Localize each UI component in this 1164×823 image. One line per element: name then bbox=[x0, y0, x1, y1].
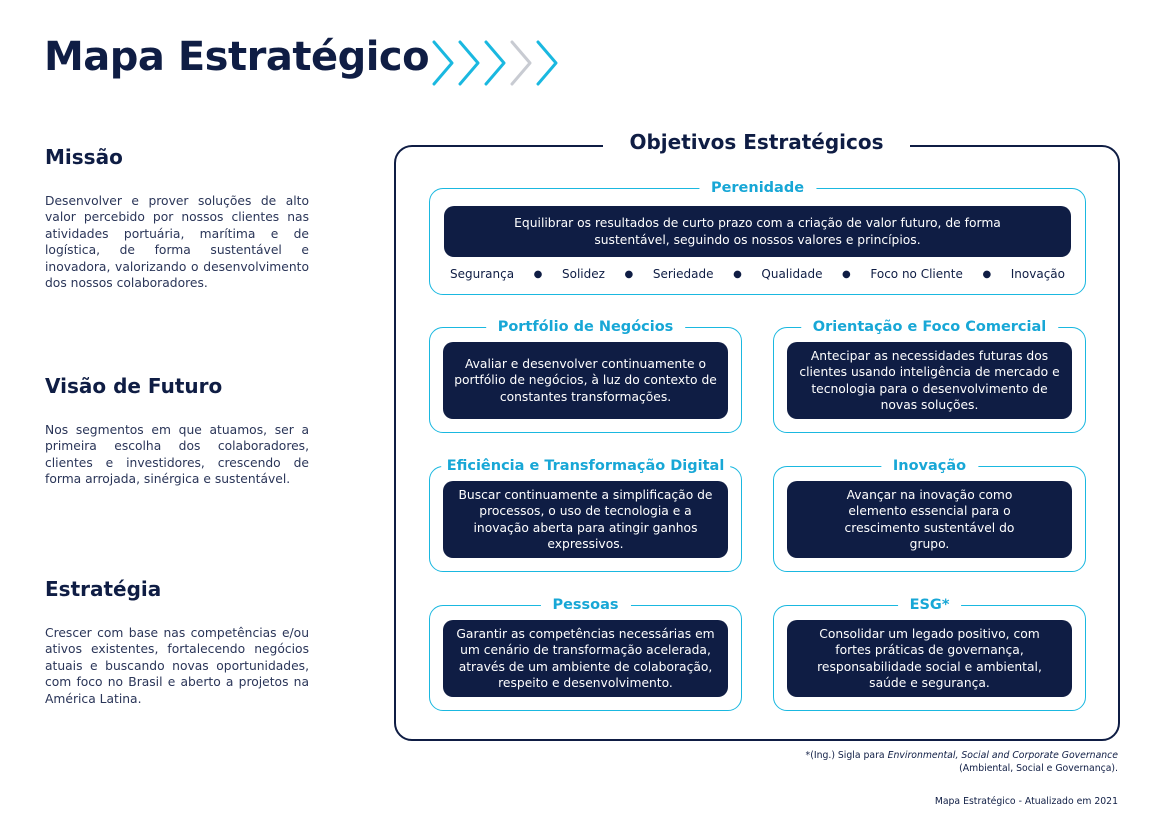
objective-eficiencia-text: Buscar continuamente a simplificação de processos, o uso de tecnologia e a inovação aberta para atingir ganhos expressivos. bbox=[443, 481, 728, 558]
chevron-1 bbox=[434, 42, 452, 84]
page-title: Mapa Estratégico bbox=[44, 34, 430, 80]
value-item: Inovação bbox=[1010, 267, 1065, 281]
objective-esg-label: ESG* bbox=[898, 594, 962, 616]
objective-eficiencia bbox=[429, 458, 742, 572]
vision-heading: Visão de Futuro bbox=[45, 374, 223, 398]
bullet-dot-icon: ● bbox=[982, 268, 992, 280]
objective-pessoas-label: Pessoas bbox=[540, 594, 630, 616]
bullet-dot-icon: ● bbox=[624, 268, 634, 280]
objective-inovacao-text: Avançar na inovação como elemento essencial para o crescimento sustentável do grupo. bbox=[787, 481, 1072, 558]
objective-esg bbox=[773, 597, 1086, 711]
objective-perenidade bbox=[429, 180, 1086, 295]
bullet-dot-icon: ● bbox=[533, 268, 543, 280]
mission-heading: Missão bbox=[45, 145, 123, 169]
chevron-arrows-icon bbox=[432, 40, 564, 86]
objective-orientacao-text: Antecipar as necessidades futuras dos clientes usando inteligência de mercado e tecnologia para o desenvolvimento de novas soluções. bbox=[787, 342, 1072, 419]
bullet-dot-icon: ● bbox=[842, 268, 851, 280]
objective-perenidade-text: Equilibrar os resultados de curto prazo com a criação de valor futuro, de forma sustentável, seguindo os nossos valores e princípios. bbox=[444, 206, 1071, 257]
strategy-section bbox=[45, 577, 309, 707]
footnote-translation: (Ambiental, Social e Governança). bbox=[959, 763, 1118, 774]
chevron-5 bbox=[538, 42, 556, 84]
objectives-title: Objetivos Estratégicos bbox=[603, 130, 910, 154]
objective-pessoas bbox=[429, 597, 742, 711]
chevron-2 bbox=[460, 42, 478, 84]
value-item: Qualidade bbox=[761, 267, 823, 281]
page-footer: Mapa Estratégico - Atualizado em 2021 bbox=[934, 796, 1118, 807]
strategy-heading: Estratégia bbox=[45, 577, 162, 601]
footnote bbox=[806, 749, 1118, 775]
vision-text: Nos segmentos em que atuamos, ser a primeira escolha dos colaboradores, clientes e investidores, crescendo de forma arrojada, sinérgica e sustentável. bbox=[45, 423, 309, 487]
objective-portfolio bbox=[429, 319, 742, 433]
value-item: Seriedade bbox=[652, 267, 714, 281]
objective-pessoas-text: Garantir as competências necessárias em um cenário de transformação acelerada, através de um ambiente de colaboração, respeito e desenvolvimento. bbox=[443, 620, 728, 697]
mission-text: Desenvolver e prover soluções de alto valor percebido por nossos clientes nas atividades portuária, marítima e de logística, de forma sustentável e inovadora, valorizando o desenvolvimento dos nossos colaboradores. bbox=[45, 194, 309, 291]
objective-perenidade-label: Perenidade bbox=[699, 177, 816, 199]
footnote-prefix: *(Ing.) Sigla para bbox=[805, 750, 888, 761]
mission-section bbox=[45, 145, 309, 291]
objective-inovacao-label: Inovação bbox=[881, 455, 978, 477]
value-item: Segurança bbox=[450, 267, 515, 281]
bullet-dot-icon: ● bbox=[733, 268, 742, 280]
vision-section bbox=[45, 374, 309, 488]
chevron-3 bbox=[486, 42, 504, 84]
objective-orientacao bbox=[773, 319, 1086, 433]
objective-portfolio-label: Portfólio de Negócios bbox=[486, 316, 686, 338]
value-item: Solidez bbox=[562, 267, 605, 281]
objective-orientacao-label: Orientação e Foco Comercial bbox=[801, 316, 1059, 338]
objective-portfolio-text: Avaliar e desenvolver continuamente o portfólio de negócios, à luz do contexto de constantes transformações. bbox=[443, 342, 728, 419]
strategy-text: Crescer com base nas competências e/ou ativos existentes, fortalecendo negócios atuais e buscando novas oportunidades, com foco no Brasil e aberto a projetos na América Latina. bbox=[45, 626, 309, 706]
objective-eficiencia-label: Eficiência e Transformação Digital bbox=[441, 455, 731, 477]
footnote-english: Environmental, Social and Corporate Governance bbox=[887, 750, 1118, 761]
values-row bbox=[450, 267, 1065, 281]
objective-esg-text: Consolidar um legado positivo, com fortes práticas de governança, responsabilidade social e ambiental, saúde e segurança. bbox=[787, 620, 1072, 697]
chevron-4 bbox=[512, 42, 530, 84]
objective-inovacao bbox=[773, 458, 1086, 572]
value-item: Foco no Cliente bbox=[870, 267, 963, 281]
